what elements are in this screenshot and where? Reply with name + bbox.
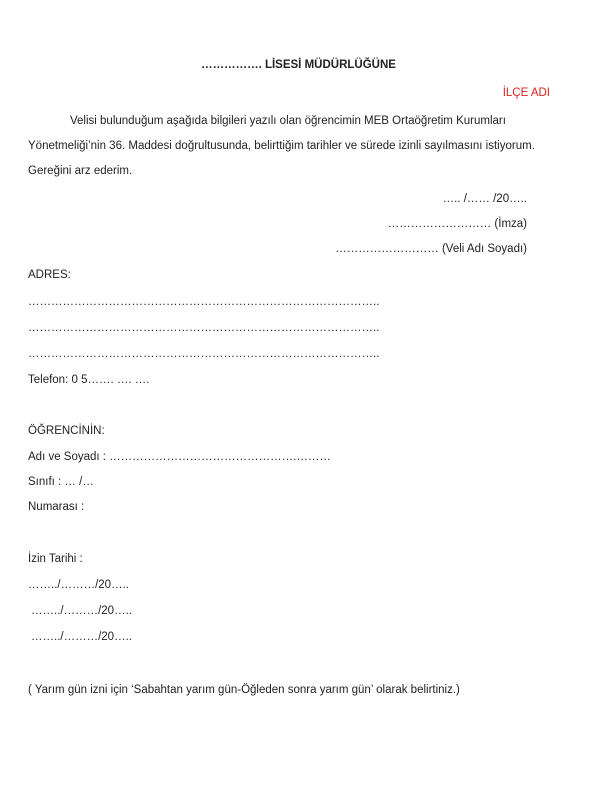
- body-line-3: Gereğini arz ederim.: [28, 165, 133, 177]
- leave-date-line: ……../………/20…..: [28, 579, 129, 591]
- student-class-line: Sınıfı : … /…: [28, 476, 94, 488]
- phone-line: Telefon: 0 5……. …. ….: [28, 374, 150, 386]
- district-label: İLÇE ADI: [502, 87, 550, 99]
- signature-line: ……………………… (İmza): [387, 218, 527, 230]
- parent-name-line: ……………………… (Veli Adı Soyadı): [335, 243, 527, 255]
- student-number-line: Numarası :: [28, 501, 85, 513]
- student-name-line: Adı ve Soyadı : ………………………………………….………: [28, 451, 331, 463]
- address-line: ………………………………………………………………………………..: [28, 348, 380, 360]
- date-line: ….. /…… /20…..: [442, 193, 527, 205]
- leave-date-line: ……../………/20…..: [31, 631, 132, 643]
- document-title: ……………. LİSESİ MÜDÜRLÜĞÜNE: [201, 59, 396, 71]
- address-line: ………………………………………………………………………………..: [28, 296, 380, 308]
- half-day-note: ( Yarım gün izni için ‘Sabahtan yarım gün-Öğleden sonra yarım gün’ olarak belirtiniz.): [28, 684, 460, 696]
- student-heading: ÖĞRENCİNİN:: [28, 425, 105, 437]
- body-line-1: Velisi bulunduğum aşağıda bilgileri yazılı olan öğrencimin MEB Ortaöğretim Kurumları: [70, 115, 506, 127]
- body-line-2: Yönetmeliği’nin 36. Maddesi doğrultusunda, belirttiğim tarihler ve sürede izinli sayılmasını istiyorum.: [28, 140, 535, 152]
- leave-dates-label: İzin Tarihi :: [28, 553, 83, 565]
- address-label: ADRES:: [28, 269, 71, 281]
- address-line: ………………………………………………………………………………..: [28, 322, 380, 334]
- leave-date-line: ……../………/20…..: [31, 605, 132, 617]
